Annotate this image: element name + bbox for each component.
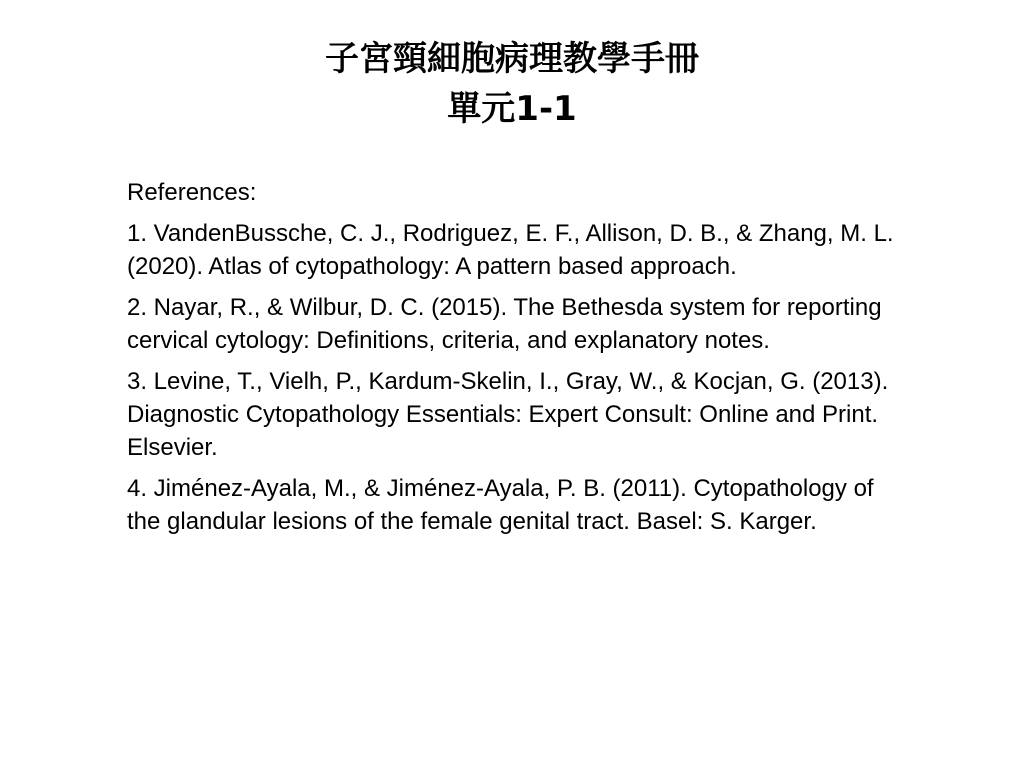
references-section (127, 176, 897, 546)
slide-title (0, 34, 1024, 134)
references-heading: References: (127, 179, 257, 206)
reference-item-4: 4. Jiménez-Ayala, M., & Jiménez-Ayala, P. B. (2011). Cytopathology of the glandular lesions of the female genital tract. Basel: S. Karger. (127, 475, 874, 535)
reference-item-3: 3. Levine, T., Vielh, P., Kardum-Skelin, I., Gray, W., & Kocjan, G. (2013). Diagnostic Cytopathology Essentials: Expert Consult: Online and Print. Elsevier. (127, 368, 889, 461)
title-line-2: 單元1-1 (447, 89, 577, 129)
title-line-1: 子宮頸細胞病理教學手冊 (325, 39, 699, 79)
reference-item-2: 2. Nayar, R., & Wilbur, D. C. (2015). The Bethesda system for reporting cervical cytology: Definitions, criteria, and explanatory notes. (127, 294, 882, 354)
reference-item-1: 1. VandenBussche, C. J., Rodriguez, E. F., Allison, D. B., & Zhang, M. L. (2020). Atlas of cytopathology: A pattern based approach. (127, 220, 894, 280)
